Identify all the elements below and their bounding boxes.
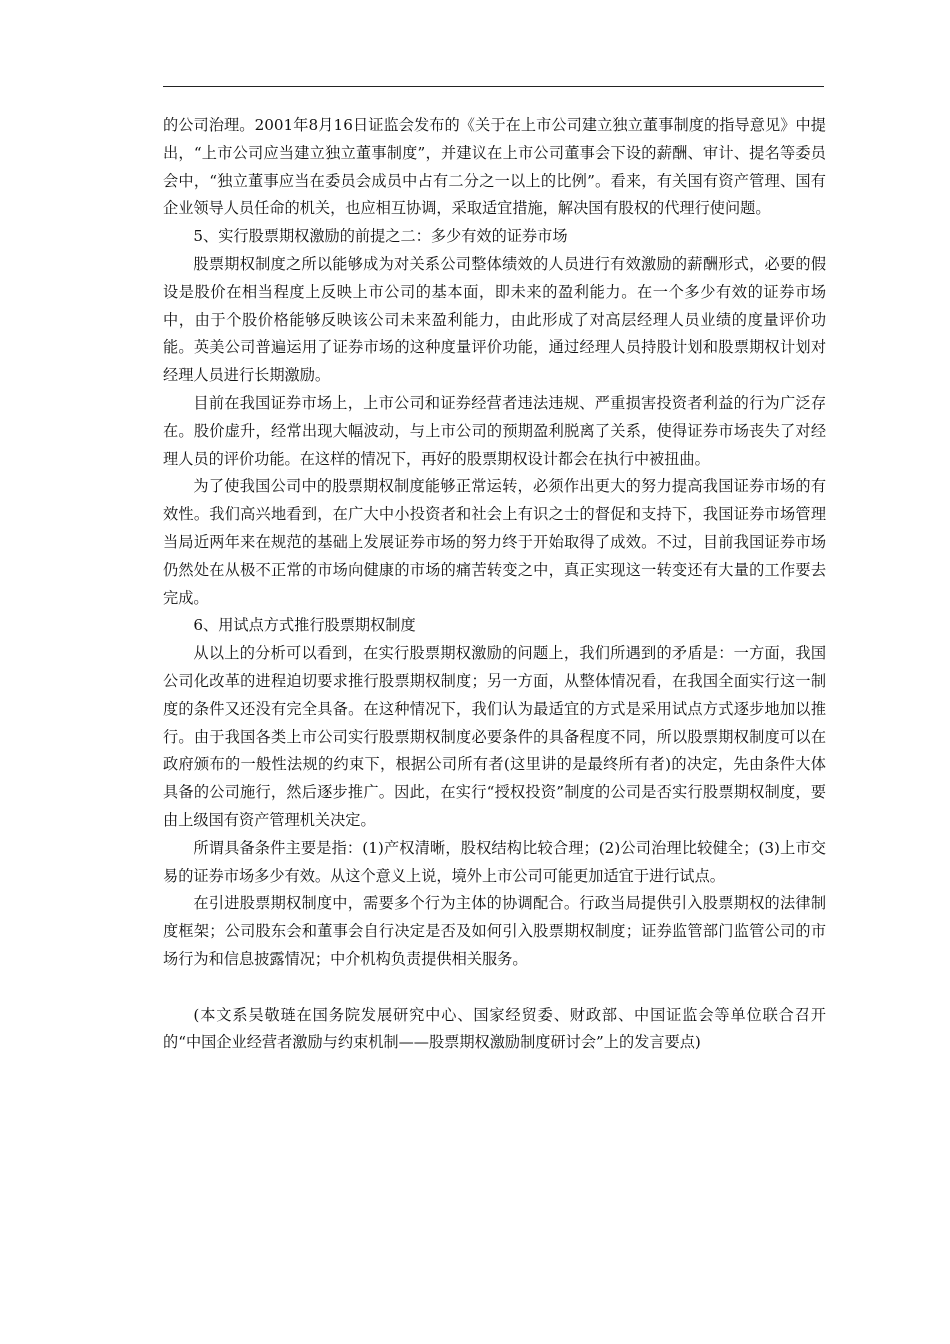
section-heading-5: 5、实行股票期权激励的前提之二：多少有效的证券市场 (193, 227, 568, 246)
header-rule (163, 86, 824, 87)
paragraph: 从以上的分析可以看到，在实行股票期权激励的问题上，我们所遇到的矛盾是：一方面，我国公司化改革的进程迫切要求推行股票期权制度；另一方面，从整体情况看，在我国全面实行这一制度的条件又还没有完全具备。在这种情况下，我们认为最适宜的方式是采用试点方式逐步地加以推行。由于我国各类上市公司实行股票期权制度必要条件的具备程度不同，所以股票期权制度可以在政府颁布的一般性法规的约束下，根据公司所有者(这里讲的是最终所有者)的决定，先由条件大体具备的公司施行，然后逐步推广。因此，在实行“授权投资”制度的公司是否实行股票期权制度，要由上级国有资产管理机关决定。 (163, 644, 826, 829)
paragraph: 所谓具备条件主要是指：(1)产权清晰，股权结构比较合理；(2)公司治理比较健全；(3)上市交易的证券市场多少有效。从这个意义上说，境外上市公司可能更加适宜于进行试点。 (163, 838, 826, 885)
paragraph: 在引进股票期权制度中，需要多个行为主体的协调配合。行政当局提供引入股票期权的法律制度框架；公司股东会和董事会自行决定是否及如何引入股票期权制度；证券监管部门监管公司的市场行为和信息披露情况；中介机构负责提供相关服务。 (163, 894, 826, 968)
section-heading-6: 6、用试点方式推行股票期权制度 (193, 616, 416, 635)
document-body (163, 112, 826, 1057)
paragraph-continuation: 的公司治理。2001年8月16日证监会发布的《关于在上市公司建立独立董事制度的指导意见》中提出，“上市公司应当建立独立董事制度”，并建议在上市公司董事会下设的薪酬、审计、提名等委员会中，“独立董事应当在委员会成员中占有二分之一以上的比例”。看来，有关国有资产管理、国有企业领导人员任命的机关，也应相互协调，采取适宜措施，解决国有股权的代理行使问题。 (163, 116, 826, 218)
paragraph: 目前在我国证券市场上，上市公司和证券经营者违法违规、严重损害投资者利益的行为广泛存在。股价虚升，经常出现大幅波动，与上市公司的预期盈利脱离了关系，使得证券市场丧失了对经理人员的评价功能。在这样的情况下，再好的股票期权设计都会在执行中被扭曲。 (163, 393, 826, 468)
author-note: (本文系吴敬琏在国务院发展研究中心、国家经贸委、财政部、中国证监会等单位联合召开的“中国企业经营者激励与约束机制——股票期权激励制度研讨会”上的发言要点) (163, 1005, 826, 1052)
paragraph: 股票期权制度之所以能够成为对关系公司整体绩效的人员进行有效激励的薪酬形式，必要的假设是股价在相当程度上反映上市公司的基本面，即未来的盈利能力。在一个多少有效的证券市场中，由于个股价格能够反映该公司未来盈利能力，由此形成了对高层经理人员业绩的度量评价功能。英美公司普遍运用了证券市场的这种度量评价功能，通过经理人员持股计划和股票期权计划对经理人员进行长期激励。 (163, 254, 826, 385)
paragraph: 为了使我国公司中的股票期权制度能够正常运转，必须作出更大的努力提高我国证券市场的有效性。我们高兴地看到，在广大中小投资者和社会上有识之士的督促和支持下，我国证券市场管理当局近两年来在规范的基础上发展证券市场的努力终于开始取得了成效。不过，目前我国证券市场仍然处在从极不正常的市场向健康的市场的痛苦转变之中，真正实现这一转变还有大量的工作要去完成。 (163, 477, 826, 607)
